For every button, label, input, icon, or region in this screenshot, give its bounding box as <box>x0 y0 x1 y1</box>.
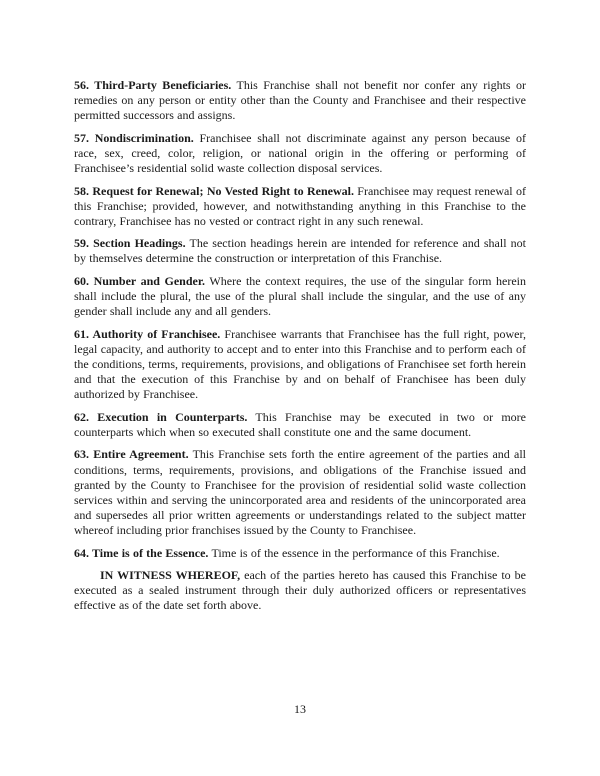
section-body: Franchisee warrants that Franchisee has the full right, power, legal capacity, and authority to accept and to enter into this Franchise and to perform each of the conditions, terms, requirements, provisions, and obligations of Franchisee set forth herein and that the execution of this Franchise by and on behalf of Franchisee has been duly authorized by Franchisee. <box>74 326 526 402</box>
section-body: Franchisee may request renewal of this Franchise; provided, however, and notwithstanding anything in this Franchise to the contrary, Franchisee has no vested or contract right in any such renewal. <box>74 183 526 228</box>
section-heading: 57. Nondiscrimination. <box>74 130 194 145</box>
section-body: This Franchise shall not benefit nor confer any rights or remedies on any person or entity other than the County and Franchisee and their respective permitted successors and assigns. <box>74 78 527 123</box>
paragraph-in-witness-whereof <box>74 568 526 613</box>
paragraph-58-request-for-renewal <box>74 184 526 229</box>
paragraph-59-section-headings <box>74 236 526 266</box>
section-heading: 56. Third-Party Beneficiaries. <box>74 78 232 92</box>
section-body: Franchisee shall not discriminate against any person because of race, sex, creed, color, religion, or national origin in the offering or performing of Franchisee’s residential solid waste collection disposal services. <box>74 130 526 175</box>
section-body: Where the context requires, the use of the singular form herein shall include the plural, the use of the plural shall include the singular, and the use of any gender shall include any and all genders. <box>74 274 526 319</box>
section-heading: 59. Section Headings. <box>74 236 186 251</box>
section-body: The section headings herein are intended for reference and shall not by themselves determine the construction or interpretation of this Franchise. <box>74 236 526 266</box>
section-body: This Franchise may be executed in two or more counterparts which when so executed shall constitute one and the same document. <box>74 409 526 439</box>
section-body: Time is of the essence in the performance of this Franchise. <box>208 545 500 560</box>
paragraph-64-time-is-of-the-essence <box>74 546 526 561</box>
paragraph-63-entire-agreement <box>74 447 526 538</box>
paragraph-60-number-and-gender <box>74 274 526 319</box>
section-body: each of the parties hereto has caused this Franchise to be executed as a sealed instrument through their duly authorized officers or representatives effective as of the date set forth above. <box>74 568 526 613</box>
paragraph-62-execution-in-counterparts <box>74 410 526 440</box>
section-heading: 61. Authority of Franchisee. <box>74 326 221 341</box>
section-heading: 64. Time is of the Essence. <box>74 545 209 560</box>
section-heading: 60. Number and Gender. <box>74 274 206 289</box>
section-heading: 62. Execution in Counterparts. <box>74 409 248 424</box>
section-heading: 63. Entire Agreement. <box>74 447 189 462</box>
page-number: 13 <box>294 702 306 716</box>
paragraph-56-third-party-beneficiaries <box>74 78 526 123</box>
section-heading: 58. Request for Renewal; No Vested Right to Renewal. <box>74 183 354 198</box>
paragraph-61-authority-of-franchisee <box>74 327 526 402</box>
section-body: This Franchise sets forth the entire agreement of the parties and all conditions, terms, requirements, provisions, and obligations of the Franchise issued and granted by the County to Franchisee for the provision of residential solid waste collection services within and serving the unincorporated area and residents of the unincorporated area and supersedes all prior written agreements or understandings related to the subject matter whereof including prior franchises issued by the County to Franchisee. <box>74 447 526 537</box>
section-heading: IN WITNESS WHEREOF, <box>100 568 241 583</box>
paragraph-57-nondiscrimination <box>74 131 526 176</box>
